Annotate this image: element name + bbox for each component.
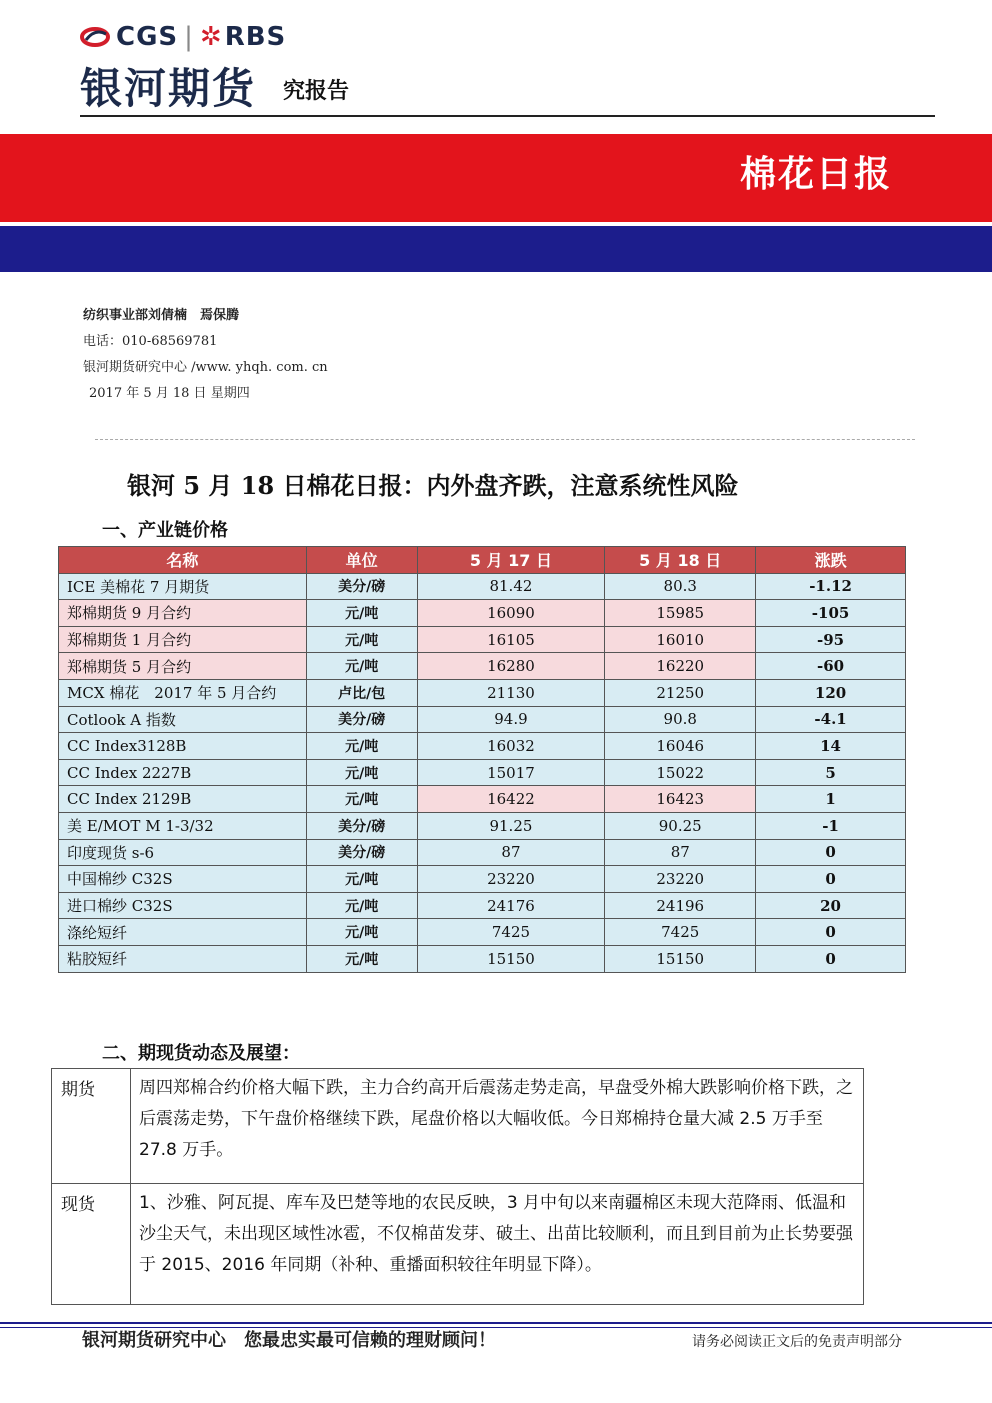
row-change-cell: 5 [756,759,906,786]
futures-text: 周四郑棉合约价格大幅下跌，主力合约高开后震荡走势走高，早盘受外棉大跌影响价格下跌，之后震荡走势，下午盘价格继续下跌，尾盘价格以大幅收低。今日郑棉持仓量大减 2.5 万手至 27.8 万手。 [131,1069,864,1184]
brand-subtitle: 究报告 [283,79,350,104]
price-table-row [59,786,906,813]
row-change-cell: 1 [756,786,906,813]
price-table-header-row [59,547,906,574]
row-may17-cell: 16105 [417,626,605,653]
logo-separator: | [184,22,194,52]
row-may18-cell: 80.3 [605,573,756,600]
header-rule [80,115,935,117]
col-header-unit: 单位 [306,547,417,574]
row-name-cell: CC Index 2129B [59,786,307,813]
outlook-row-futures [52,1069,864,1184]
row-name-cell: 美 E/MOT M 1-3/32 [59,812,307,839]
rbs-daisy-icon: ✲ [199,22,223,52]
research-center-line: 银河期货研究中心 /www. yhqh. com. cn [83,360,328,375]
row-unit-cell: 元/吨 [306,600,417,627]
row-may18-cell: 90.8 [605,706,756,733]
price-table-row [59,839,906,866]
row-name-cell: CC Index 2227B [59,759,307,786]
row-may17-cell: 16422 [417,786,605,813]
price-table-row [59,733,906,760]
row-may18-cell: 24196 [605,892,756,919]
row-may17-cell: 94.9 [417,706,605,733]
row-may18-cell: 16220 [605,653,756,680]
price-table-row [59,919,906,946]
row-name-cell: CC Index3128B [59,733,307,760]
row-unit-cell: 卢比/包 [306,679,417,706]
price-table-row [59,945,906,972]
price-table-row [59,706,906,733]
row-may17-cell: 24176 [417,892,605,919]
row-may17-cell: 16090 [417,600,605,627]
row-name-cell: 中国棉纱 C32S [59,866,307,893]
row-change-cell: 120 [756,679,906,706]
row-may18-cell: 7425 [605,919,756,946]
row-may18-cell: 16010 [605,626,756,653]
phone-line: 电话：010-68569781 [83,334,218,349]
price-table-body [59,573,906,972]
price-table-row [59,573,906,600]
row-change-cell: 14 [756,733,906,760]
row-may17-cell: 87 [417,839,605,866]
row-may18-cell: 16423 [605,786,756,813]
outlook-row-spot [52,1184,864,1305]
report-date: 2017 年 5 月 18 日 星期四 [89,386,250,401]
row-may17-cell: 15150 [417,945,605,972]
row-unit-cell: 元/吨 [306,866,417,893]
author-line: 纺织事业部刘倩楠 焉保腾 [83,308,240,323]
row-name-cell: 涤纶短纤 [59,919,307,946]
logo-rbs-text: RBS [224,22,287,52]
footer-disclaimer-note: 请务必阅读正文后的免责声明部分 [692,1334,902,1350]
row-name-cell: ICE 美棉花 7 月期货 [59,573,307,600]
row-name-cell: 印度现货 s-6 [59,839,307,866]
row-unit-cell: 元/吨 [306,919,417,946]
col-header-may17: 5 月 17 日 [417,547,605,574]
row-may18-cell: 15022 [605,759,756,786]
cgs-rbs-logo [80,22,286,52]
row-may17-cell: 16032 [417,733,605,760]
row-unit-cell: 元/吨 [306,653,417,680]
footer-rule-thick [0,1322,992,1324]
row-name-cell: 郑棉期货 1 月合约 [59,626,307,653]
row-may18-cell: 90.25 [605,812,756,839]
row-unit-cell: 元/吨 [306,786,417,813]
report-title: 棉花日报 [739,154,892,195]
row-name-cell: 郑棉期货 5 月合约 [59,653,307,680]
col-header-name: 名称 [59,547,307,574]
col-header-change: 涨跌 [756,547,906,574]
cgs-swirl-icon [80,26,110,48]
row-name-cell: MCX 棉花 2017 年 5 月合约 [59,679,307,706]
row-may17-cell: 23220 [417,866,605,893]
price-table-row [59,812,906,839]
row-change-cell: -1.12 [756,573,906,600]
price-table [58,546,906,973]
row-unit-cell: 元/吨 [306,945,417,972]
row-may17-cell: 81.42 [417,573,605,600]
row-name-cell: 粘胶短纤 [59,945,307,972]
title-band-blue [0,226,992,272]
row-change-cell: 0 [756,945,906,972]
price-table-row [59,626,906,653]
row-change-cell: -1 [756,812,906,839]
price-table-row [59,866,906,893]
price-table-row [59,653,906,680]
futures-label: 期货 [52,1069,131,1184]
price-table-row [59,892,906,919]
row-change-cell: -4.1 [756,706,906,733]
price-table-row [59,679,906,706]
row-may17-cell: 21130 [417,679,605,706]
dashed-divider [95,439,915,440]
footer-slogan: 银河期货研究中心 您最忠实最可信赖的理财顾问！ [82,1330,496,1351]
price-table-row [59,600,906,627]
row-name-cell: Cotlook A 指数 [59,706,307,733]
row-may17-cell: 7425 [417,919,605,946]
row-name-cell: 进口棉纱 C32S [59,892,307,919]
row-change-cell: -95 [756,626,906,653]
row-may18-cell: 15985 [605,600,756,627]
row-change-cell: 0 [756,839,906,866]
row-change-cell: -105 [756,600,906,627]
row-may18-cell: 23220 [605,866,756,893]
main-title: 银河 5 月 18 日棉花日报：内外盘齐跌，注意系统性风险 [127,471,739,500]
row-may18-cell: 21250 [605,679,756,706]
section-heading-prices: 一、产业链价格 [102,520,228,541]
row-change-cell: -60 [756,653,906,680]
row-unit-cell: 元/吨 [306,759,417,786]
row-unit-cell: 元/吨 [306,733,417,760]
row-may18-cell: 16046 [605,733,756,760]
outlook-table [51,1068,864,1305]
brand-name: 银河期货 [80,64,257,113]
price-table-row [59,759,906,786]
row-unit-cell: 美分/磅 [306,839,417,866]
row-may18-cell: 15150 [605,945,756,972]
row-change-cell: 20 [756,892,906,919]
row-change-cell: 0 [756,919,906,946]
row-unit-cell: 元/吨 [306,892,417,919]
row-unit-cell: 美分/磅 [306,573,417,600]
row-change-cell: 0 [756,866,906,893]
row-may17-cell: 16280 [417,653,605,680]
logo-cgs-text: CGS [116,22,179,52]
row-unit-cell: 美分/磅 [306,812,417,839]
row-may17-cell: 15017 [417,759,605,786]
row-unit-cell: 元/吨 [306,626,417,653]
col-header-may18: 5 月 18 日 [605,547,756,574]
row-name-cell: 郑棉期货 9 月合约 [59,600,307,627]
section-heading-outlook: 二、期现货动态及展望： [102,1043,300,1064]
spot-text: 1、沙雅、阿瓦提、库车及巴楚等地的农民反映，3 月中旬以来南疆棉区未现大范降雨、低温和沙尘天气，未出现区域性冰雹，不仅棉苗发芽、破土、出苗比较顺利，而且到目前为止长势要强于 2015、2016 年同期（补种、重播面积较往年明显下降）。 [131,1184,864,1305]
row-may18-cell: 87 [605,839,756,866]
row-may17-cell: 91.25 [417,812,605,839]
row-unit-cell: 美分/磅 [306,706,417,733]
spot-label: 现货 [52,1184,131,1305]
